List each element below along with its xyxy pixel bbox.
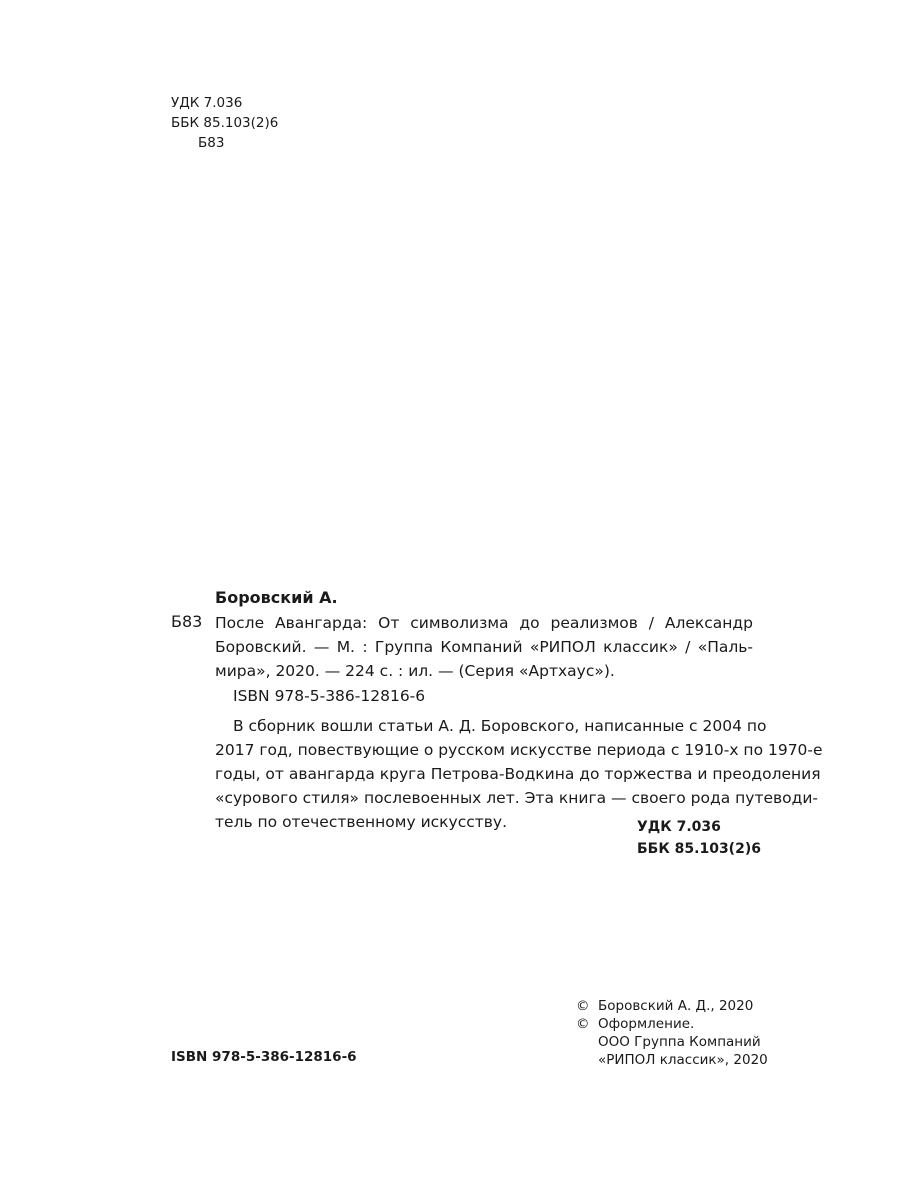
right-classification xyxy=(637,816,761,860)
copyright-icon: © xyxy=(576,998,590,1014)
copyright-icon: © xyxy=(576,1016,590,1032)
annotation-line: тель по отечественному искусству. xyxy=(215,813,508,831)
udk-code-bold: УДК 7.036 xyxy=(637,819,721,835)
bbk-code: ББК 85.103(2)6 xyxy=(171,115,279,131)
isbn: ISBN 978-5-386-12816-6 xyxy=(233,687,426,705)
annotation-line: 2017 год, повествующие о русском искусстве периода с 1910-х по 1970-е xyxy=(215,741,823,759)
bibliography-line: мира», 2020. — 224 с. : ил. — (Серия «Артхаус»). xyxy=(215,662,615,680)
annotation-line: В сборник вошли статьи А. Д. Боровского, написанные с 2004 по xyxy=(233,717,767,735)
copyright-author: Боровский А. Д., 2020 xyxy=(598,998,754,1014)
bibliography-line: После Авангарда: От символизма до реализмов / Александр xyxy=(215,614,753,632)
annotation-line: годы, от авангарда круга Петрова-Водкина до торжества и преодоления xyxy=(215,765,821,783)
bbk-code-bold: ББК 85.103(2)6 xyxy=(637,841,761,857)
top-classification xyxy=(171,93,278,153)
copyright-block xyxy=(576,997,768,1069)
copyright-design: Оформление. xyxy=(598,1016,695,1032)
author-code: Б83 xyxy=(198,135,225,151)
bibliography-line: Боровский. — М. : Группа Компаний «РИПОЛ классик» / «Паль- xyxy=(215,638,753,656)
isbn-footer: ISBN 978-5-386-12816-6 xyxy=(171,1049,357,1065)
annotation-line: «сурового стиля» послевоенных лет. Эта книга — своего рода путеводи- xyxy=(215,789,819,807)
copyright-publisher-year: «РИПОЛ классик», 2020 xyxy=(598,1052,768,1068)
bibliographic-description xyxy=(215,611,753,683)
bibliography-author-code: Б83 xyxy=(171,612,203,631)
udk-code: УДК 7.036 xyxy=(171,95,243,111)
book-author: Боровский А. xyxy=(215,588,338,607)
copyright-publisher: ООО Группа Компаний xyxy=(598,1034,761,1050)
